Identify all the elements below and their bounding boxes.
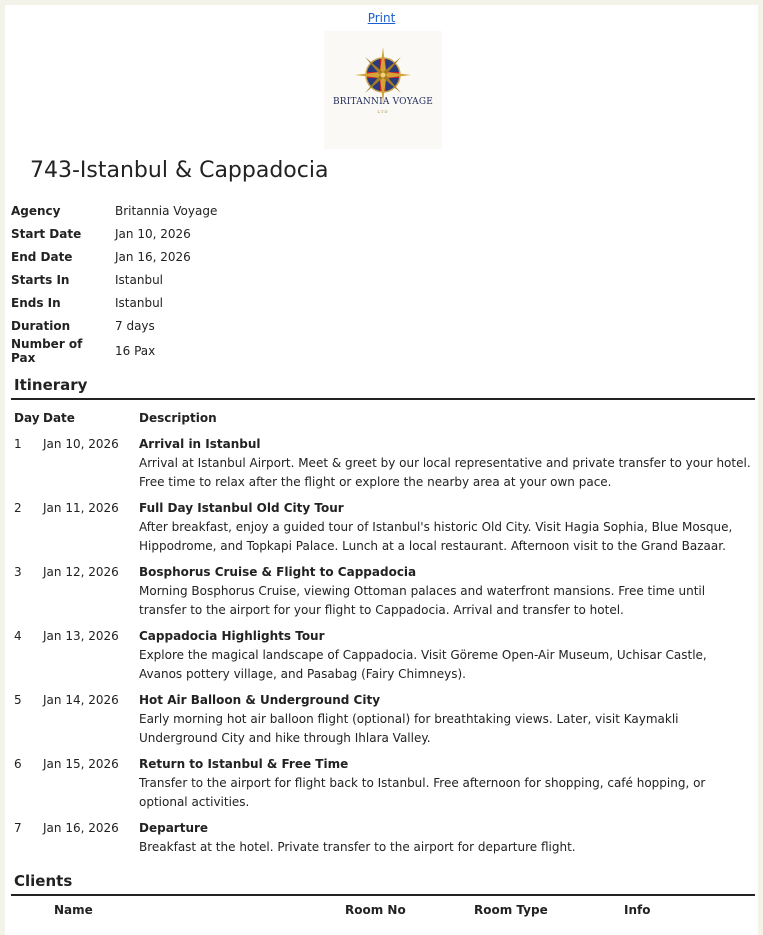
day-text: Explore the magical landscape of Cappadocia. Visit Göreme Open-Air Museum, Uchisar Castle, Avanos pottery village, and Pasabag (Fairy Chimneys). [139, 648, 707, 681]
day-description [136, 496, 755, 560]
column-header-room-no: Room No [345, 903, 406, 917]
day-date: Jan 16, 2026 [43, 821, 119, 835]
itinerary-divider [11, 398, 755, 400]
day-title: Cappadocia Highlights Tour [139, 629, 325, 643]
info-row [7, 268, 221, 291]
day-title: Departure [139, 821, 209, 835]
info-label: End Date [11, 249, 73, 264]
day-description [136, 624, 755, 688]
tour-info-table [7, 199, 221, 365]
day-description [136, 560, 755, 624]
compass-rose-icon [353, 45, 413, 105]
info-row [7, 314, 221, 337]
day-title: Hot Air Balloon & Underground City [139, 693, 381, 707]
clients-heading: Clients [14, 872, 73, 890]
info-value: Istanbul [115, 295, 164, 310]
info-value: Britannia Voyage [115, 203, 218, 218]
day-title: Bosphorus Cruise & Flight to Cappadocia [139, 565, 417, 579]
day-date: Jan 11, 2026 [43, 501, 119, 515]
column-header-room-type: Room Type [474, 903, 548, 917]
day-date: Jan 10, 2026 [43, 437, 119, 451]
day-number: 5 [14, 693, 22, 707]
day-date: Jan 14, 2026 [43, 693, 119, 707]
logo-subtitle: LTD [377, 109, 389, 114]
itinerary-header-row [11, 404, 755, 432]
day-text: Arrival at Istanbul Airport. Meet & greet by our local representative and private transfer to your hotel. Free time to relax after the flight or explore the nearby area at your own pace. [139, 456, 751, 489]
itinerary-row [11, 688, 755, 752]
info-label: Ends In [11, 295, 61, 310]
company-logo [324, 31, 442, 149]
info-row [7, 245, 221, 268]
info-label: Duration [11, 318, 71, 333]
day-title: Return to Istanbul & Free Time [139, 757, 349, 771]
info-label: Starts In [11, 272, 70, 287]
itinerary-table [11, 404, 755, 861]
day-date: Jan 15, 2026 [43, 757, 119, 771]
column-header-date: Date [43, 411, 75, 425]
info-label: Number of Pax [11, 337, 83, 365]
info-value: 16 Pax [115, 344, 156, 358]
day-number: 4 [14, 629, 22, 643]
column-header-name: Name [54, 903, 93, 917]
itinerary-row [11, 432, 755, 496]
column-header-info: Info [624, 903, 651, 917]
day-number: 7 [14, 821, 22, 835]
day-text: After breakfast, enjoy a guided tour of Istanbul's historic Old City. Visit Hagia Sophia, Blue Mosque, Hippodrome, and Topkapi Palace. Lunch at a local restaurant. Afternoon visit to the Grand Bazaar. [139, 520, 733, 553]
itinerary-row [11, 752, 755, 816]
info-row [7, 291, 221, 314]
day-number: 6 [14, 757, 22, 771]
day-title: Arrival in Istanbul [139, 437, 261, 451]
info-label: Start Date [11, 226, 82, 241]
day-number: 3 [14, 565, 22, 579]
itinerary-heading: Itinerary [14, 376, 88, 394]
day-title: Full Day Istanbul Old City Tour [139, 501, 344, 515]
logo-wordmark: BRITANNIA VOYAGE [332, 97, 434, 107]
info-value: Jan 16, 2026 [115, 249, 191, 264]
info-label: Agency [11, 203, 61, 218]
info-row [7, 199, 221, 222]
day-description [136, 752, 755, 816]
document-page [5, 5, 758, 935]
day-text: Breakfast at the hotel. Private transfer to the airport for departure flight. [139, 840, 576, 854]
itinerary-row [11, 496, 755, 560]
day-description [136, 432, 755, 496]
column-header-day: Day [14, 411, 40, 425]
info-value: Jan 10, 2026 [115, 226, 191, 241]
page-title: 743-Istanbul & Cappadocia [30, 158, 329, 183]
day-number: 2 [14, 501, 22, 515]
day-date: Jan 13, 2026 [43, 629, 119, 643]
itinerary-row [11, 816, 755, 861]
column-header-description: Description [139, 411, 217, 425]
day-date: Jan 12, 2026 [43, 565, 119, 579]
day-number: 1 [14, 437, 22, 451]
info-value: Istanbul [115, 272, 164, 287]
info-row [7, 337, 221, 365]
info-row [7, 222, 221, 245]
day-text: Transfer to the airport for flight back to Istanbul. Free afternoon for shopping, café hopping, or optional activities. [139, 776, 706, 809]
day-description [136, 688, 755, 752]
day-description [136, 816, 755, 861]
print-link[interactable]: Print [367, 11, 396, 25]
info-value: 7 days [115, 318, 155, 333]
clients-divider [11, 894, 755, 896]
day-text: Morning Bosphorus Cruise, viewing Ottoman palaces and waterfront mansions. Free time until transfer to the airport for your flight to Cappadocia. Arrival and transfer to hotel. [139, 584, 706, 617]
day-text: Early morning hot air balloon flight (optional) for breathtaking views. Later, visit Kaymakli Underground City and hike through Ihlara Valley. [139, 712, 679, 745]
itinerary-row [11, 560, 755, 624]
itinerary-row [11, 624, 755, 688]
